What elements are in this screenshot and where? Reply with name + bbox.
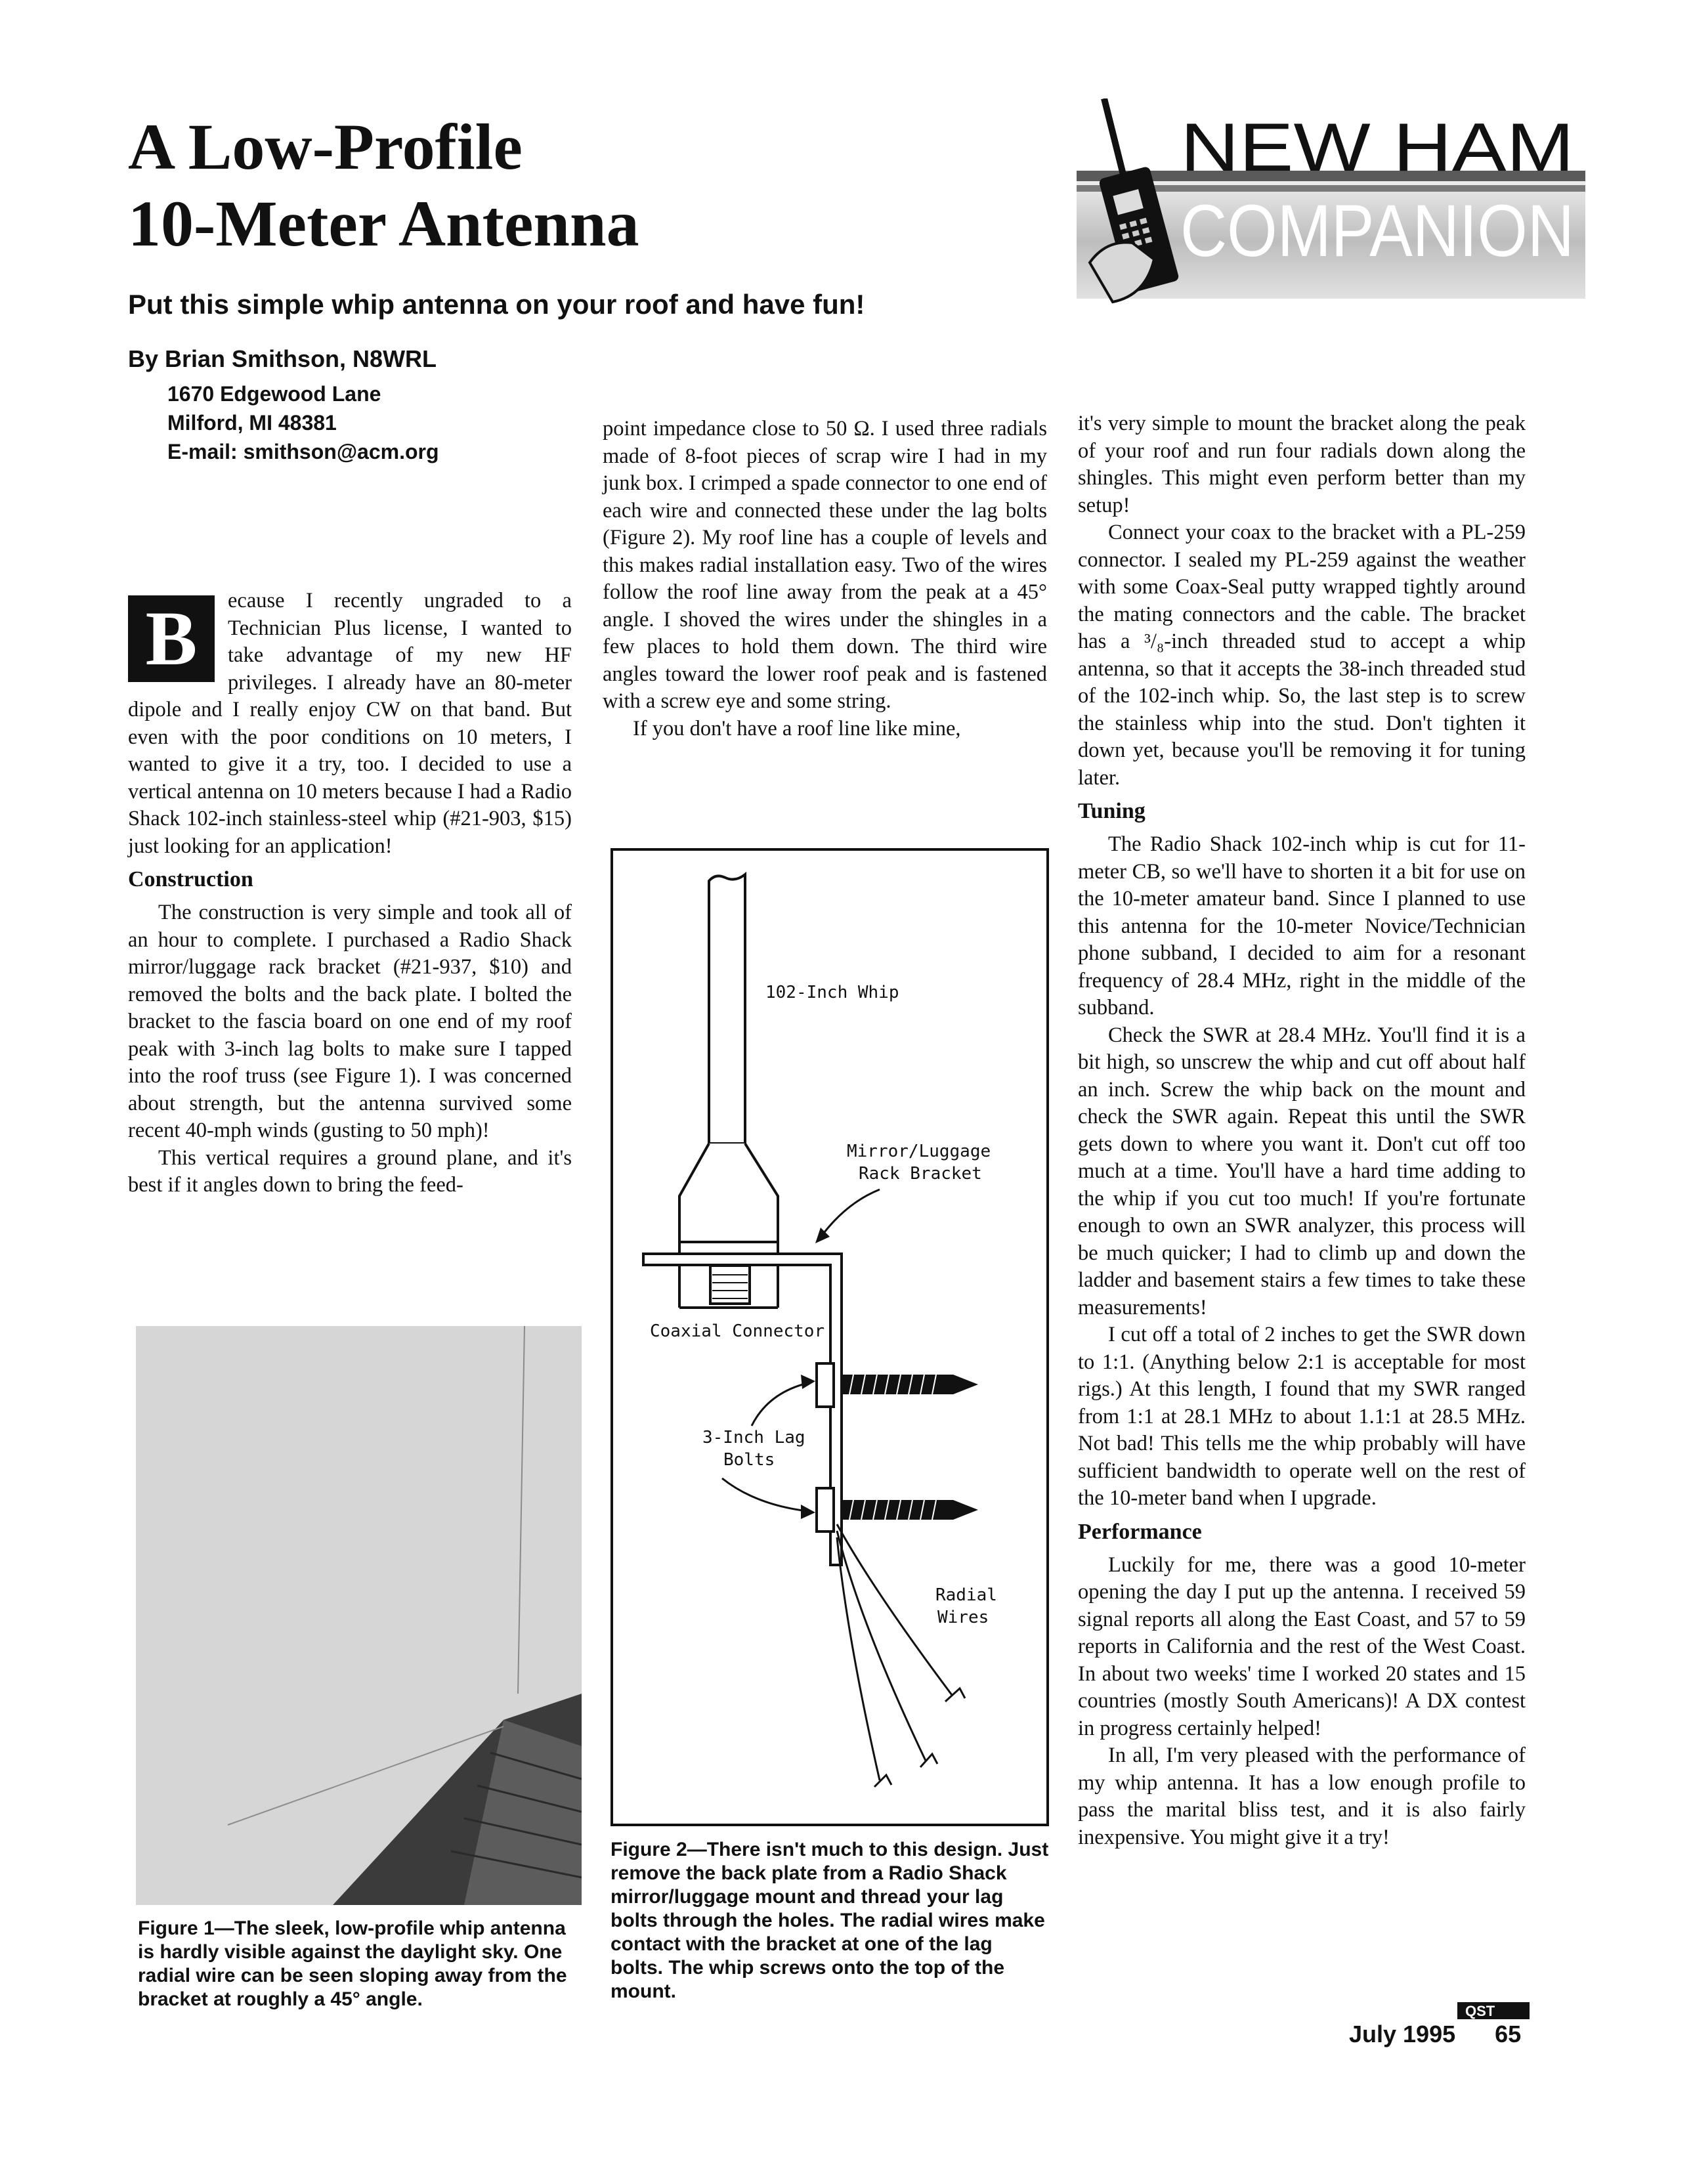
address-line: 1670 Edgewood Lane bbox=[167, 382, 381, 406]
body-paragraph: The construction is very simple and took all of an hour to complete. I purchased a Radio Shack mirror/luggage rack bracket (#21-937, $10) and removed the bolts and the back plate. I bolted the bracket to the fascia board on one end of my roof peak with 3-inch lag bolts to make sure I tapped into the roof truss (see Figure 1). I was concerned about strength, but the antenna survived some recent 40-mph winds (gusting to 50 mph)! bbox=[128, 901, 572, 1142]
qst-logo-text: QST bbox=[1465, 2003, 1495, 2019]
roof-photo-illustration bbox=[136, 1326, 582, 1905]
body-paragraph: Check the SWR at 28.4 MHz. You'll find it is a bit high, so unscrew the whip and cut off about half an inch. Screw the whip back on the mount and check the SWR again. Repeat this until the SWR gets down to where you want it. Don't cut off too much at a time. You'll have a hard time adding to the whip if you cut too much! If you're fortunate enough to own an SWR analyzer, this process will be much quicker; I had to climb up and down the ladder and basement stairs a few times to take these measurements! bbox=[1078, 1023, 1526, 1319]
column-1 bbox=[128, 588, 572, 1199]
drop-cap: B bbox=[128, 595, 215, 682]
radial-label-2: Wires bbox=[937, 1608, 989, 1627]
author-address bbox=[167, 379, 439, 466]
column-2 bbox=[603, 416, 1047, 742]
address-line: Milford, MI 48381 bbox=[167, 411, 337, 435]
bolts-label-1: 3-Inch Lag bbox=[702, 1428, 805, 1447]
bracket-label-2: Rack Bracket bbox=[859, 1164, 982, 1184]
qst-end-mark-icon bbox=[1457, 2002, 1530, 2019]
title-line-2: 10-Meter Antenna bbox=[128, 187, 639, 260]
body-paragraph: it's very simple to mount the bracket along the peak of your roof and run four radials down along the shingles. This might even perform better than my setup! bbox=[1078, 412, 1526, 517]
byline: By Brian Smithson, N8WRL bbox=[128, 345, 437, 372]
bracket-label-1: Mirror/Luggage bbox=[847, 1142, 991, 1161]
body-paragraph: I cut off a total of 2 inches to get the SWR down to 1:1. (Anything below 2:1 is acceptable for most rigs.) At this length, I found that my SWR ranged from 1:1 at 28.1 MHz to about 1.1:1 at 28.5 MHz. Not bad! This tells me the whip probably will have sufficient bandwidth to operate well on the rest of the 10-meter band when I upgrade. bbox=[1078, 1323, 1526, 1510]
section-heading-performance: Performance bbox=[1078, 1519, 1202, 1544]
figure-1-photo bbox=[136, 1326, 582, 1905]
page-number: 65 bbox=[1495, 2021, 1522, 2047]
new-ham-companion-banner bbox=[1077, 98, 1585, 315]
banner-line-2: COMPANION bbox=[1180, 190, 1574, 272]
article-title bbox=[128, 108, 995, 262]
body-paragraph: In all, I'm very pleased with the performance of my whip antenna. It has a low enough profile to pass the marital bliss test, and it is also fairly inexpensive. You might give it a try! bbox=[1078, 1744, 1526, 1849]
body-paragraph: If you don't have a roof line like mine, bbox=[633, 716, 961, 740]
body-paragraph: The Radio Shack 102-inch whip is cut for 11-meter CB, so we'll have to shorten it a bit for use on the 10-meter amateur band. Since I planned to use this antenna for the 10-meter Novice/Technician phone subband, I decided to aim for a resonant frequency of 28.4 MHz, right in the middle of the subband. bbox=[1078, 832, 1526, 1019]
issue-date: July 1995 bbox=[1349, 2021, 1456, 2047]
banner-line-1: NEW HAM bbox=[1180, 110, 1574, 186]
section-heading-tuning: Tuning bbox=[1078, 799, 1146, 823]
page-footer bbox=[1349, 2021, 1521, 2048]
bolts-label-2: Bolts bbox=[723, 1450, 775, 1470]
body-paragraph: Luckily for me, there was a good 10-meter opening the day I put up the antenna. I received 59 signal reports all along the East Coast, and 57 to 59 reports in California and the rest of the West Coast. In about two weeks' time I worked 20 states and 15 countries (mostly South Americans)! A DX contest in progress certainly helped! bbox=[1078, 1552, 1526, 1740]
body-paragraph: This vertical requires a ground plane, and it's best if it angles down to bring the feed- bbox=[128, 1146, 572, 1197]
intro-paragraph: ecause I recently ungraded to a Technician Plus license, I wanted to take advantage of my new HF privileges. I already have an 80-meter dipole and I really enjoy CW on that band. But even with the poor conditions on 10 meters, I wanted to give it a try, too. I decided to use a vertical antenna on 10 meters because I had a Radio Shack 102-inch stainless-steel whip (#21-903, $15) just looking for an application! bbox=[128, 589, 572, 858]
address-line: E-mail: smithson@acm.org bbox=[167, 440, 439, 463]
article-subtitle: Put this simple whip antenna on your roof and have fun! bbox=[128, 289, 865, 320]
body-paragraph: Connect your coax to the bracket with a PL-259 connector. I sealed my PL-259 against the weather with some Coax-Seal putty wrapped tightly around the mating connectors and the cable. The bracket has a ³/₈-inch threaded stud to accept a whip antenna, so that it accepts the 38-inch threaded stud of the 102-inch whip. So, the last step is to screw the stainless whip into the stud. Don't tighten it down yet, because you'll be removing it for tuning later. bbox=[1078, 521, 1526, 790]
figure-1-caption: Figure 1—The sleek, low-profile whip antenna is hardly visible against the daylight sky. One radial wire can be seen sloping away from the bracket at roughly a 45° angle. bbox=[138, 1917, 567, 2010]
title-line-1: A Low-Profile bbox=[128, 110, 523, 183]
coax-label: Coaxial Connector bbox=[650, 1321, 825, 1341]
whip-label: 102-Inch Whip bbox=[765, 983, 899, 1002]
section-heading-construction: Construction bbox=[128, 867, 253, 891]
figure-2-caption: Figure 2—There isn't much to this design. Just remove the back plate from a Radio Shack mirror/luggage mount and thread your lag bolts through the holes. The radial wires make contact with the bracket at one of the lag bolts. The whip screws onto the top of the mount. bbox=[611, 1839, 1049, 2002]
column-3 bbox=[1078, 410, 1526, 1851]
figure-2-diagram bbox=[611, 848, 1049, 1826]
body-paragraph: point impedance close to 50 Ω. I used three radials made of 8-foot pieces of scrap wire I had in my junk box. I crimped a spade connector to one end of each wire and connected these under the lag bolts (Figure 2). My roof line has a couple of levels and this makes radial installation easy. Two of the wires follow the roof line away from the peak at a 45° angle. I shoved the wires under the shingles in a few places to hold them down. The third wire angles toward the lower roof peak and is fastened with a screw eye and some string. bbox=[603, 417, 1047, 713]
radial-label-1: Radial bbox=[935, 1585, 997, 1605]
